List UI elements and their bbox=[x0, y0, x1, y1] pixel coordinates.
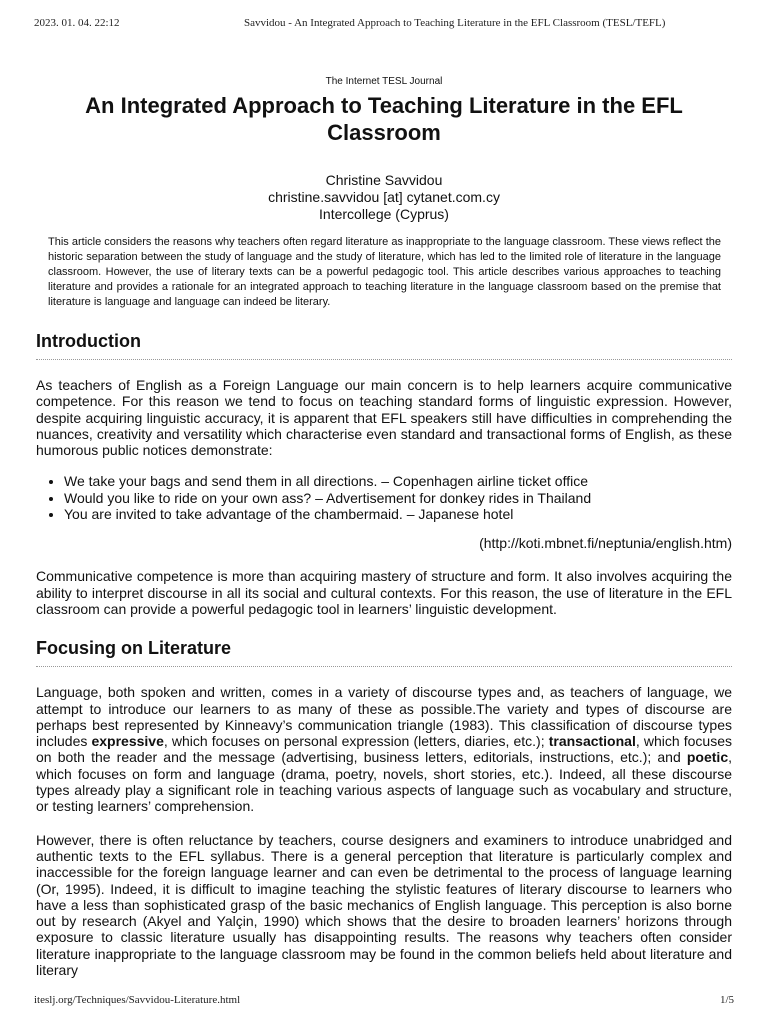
focusing-text-d: , which focuses on form and language (drama, poetry, novels, short stories, etc.). Indeed, all these discourse types already play a significant role in teaching various aspects of language such as vocabulary and structure, or testing learners’ comprehension. bbox=[36, 749, 732, 815]
list-item: • Would you like to ride on your own ass? – Advertisement for donkey rides in Thailand bbox=[64, 490, 732, 506]
focusing-paragraph-1 bbox=[36, 684, 732, 814]
term-expressive: expressive bbox=[91, 733, 164, 750]
focusing-text-b: , which focuses on personal expression (letters, diaries, etc.); bbox=[163, 733, 549, 750]
intro-paragraph-2: Communicative competence is more than acquiring mastery of structure and form. It also involves acquiring the ability to interpret discourse in all its social and cultural contexts. For this reason, the use of literature in the EFL classroom can provide a powerful pedagogic tool in learners’ linguistic development. bbox=[36, 568, 732, 617]
abstract: This article considers the reasons why teachers often regard literature as inappropriate to the language classroom. These views reflect the historic separation between the study of language and the study of literature, which has led to the limited role of literature in the language classroom. However, the use of literary texts can be a powerful pedagogic tool. This article describes various approaches to teaching literature and provides a rationale for an integrated approach to teaching literature in the language classroom based on the premise that literature is language and language can indeed be literary. bbox=[48, 236, 721, 308]
term-poetic: poetic bbox=[686, 749, 729, 766]
list-item: • We take your bags and send them in all directions. – Copenhagen airline ticket office bbox=[64, 473, 732, 489]
author-email: christine.savvidou [at] cytanet.com.cy bbox=[268, 189, 500, 205]
term-transactional: transactional bbox=[548, 733, 636, 750]
article bbox=[36, 76, 732, 978]
journal-name: The Internet TESL Journal bbox=[325, 76, 443, 87]
section-heading-introduction: Introduction bbox=[36, 331, 732, 360]
author-name: Christine Savvidou bbox=[325, 172, 443, 188]
page-number: 1/5 bbox=[719, 994, 734, 1006]
print-page-title: Savvidou - An Integrated Approach to Teaching Literature in the EFL Classroom (TESL/TEFL) bbox=[244, 17, 666, 29]
focusing-text-a: Language, both spoken and written, comes in a variety of discourse types and, as teachers of language, we attempt to introduce our learners to as many of these as possible.The variety and types of discourse are perhaps best represented by Kinneavy’s communication triangle (1983). This classification of discourse types includes bbox=[36, 684, 732, 750]
article-title: An Integrated Approach to Teaching Literature in the EFL Classroom bbox=[85, 93, 683, 145]
author-block bbox=[36, 172, 732, 223]
notices-list bbox=[36, 473, 732, 522]
print-url: iteslj.org/Techniques/Savvidou-Literature.html bbox=[34, 994, 241, 1006]
focusing-paragraph-2: However, there is often reluctance by teachers, course designers and examiners to introduce unabridged and authentic texts to the EFL syllabus. There is a general perception that literature is particularly complex and inaccessible for the foreign language learner and can even be detrimental to the process of language learning (Or, 1995). Indeed, it is difficult to imagine teaching the stylistic features of literary discourse to learners who have a less than sophisticated grasp of the basic mechanics of English language. This perception is also borne out by research (Akyel and Yalçin, 1990) which shows that the desire to broaden learners’ horizons through exposure to classic literature usually has disappointing results. The reasons why teachers often consider literature inappropriate to the language classroom may be found in the common beliefs held about literature and literary bbox=[36, 831, 732, 979]
print-date: 2023. 01. 04. 22:12 bbox=[34, 17, 120, 29]
section-heading-focusing-on-literature: Focusing on Literature bbox=[36, 638, 732, 667]
list-item: • You are invited to take advantage of the chambermaid. – Japanese hotel bbox=[64, 506, 732, 522]
notices-source: (http://koti.mbnet.fi/neptunia/english.htm) bbox=[479, 535, 732, 552]
focusing-text-c: , which focuses on both the reader and the message (advertising, business letters, editorials, instructions, etc.); and bbox=[36, 733, 732, 766]
intro-paragraph-1: As teachers of English as a Foreign Language our main concern is to help learners acquire communicative competence. For this reason we tend to focus on teaching standard forms of linguistic expression. However, despite acquiring linguistic accuracy, it is apparent that EFL speakers still have difficulties in comprehending the nuances, creativity and versatility which characterise even standard and transactional forms of English, as these humorous public notices demonstrate: bbox=[36, 377, 732, 459]
author-affiliation: Intercollege (Cyprus) bbox=[319, 206, 449, 222]
